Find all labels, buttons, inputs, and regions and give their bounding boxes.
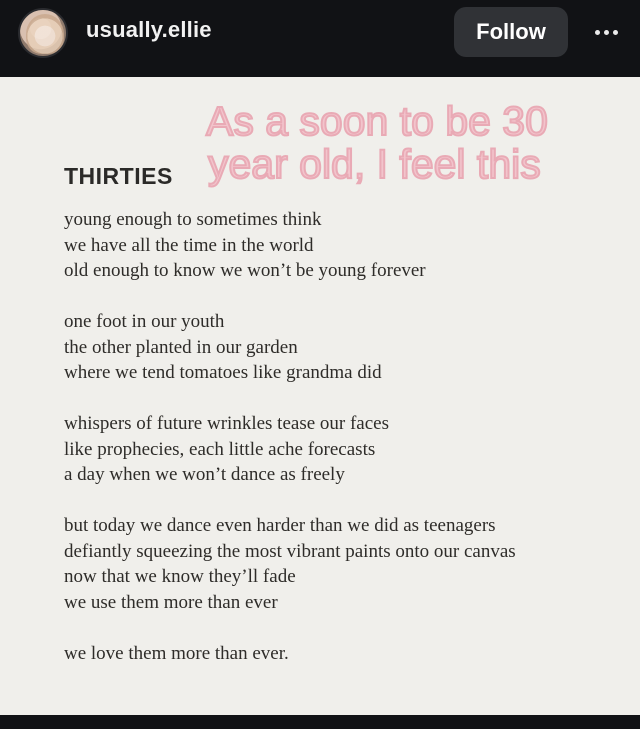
overlay-line-1: As a soon to be 30: [206, 98, 548, 144]
stanza: [64, 513, 624, 615]
stanza: [64, 207, 624, 284]
poem-line: but today we dance even harder than we did as teenagers: [64, 515, 496, 536]
stanza: [64, 411, 624, 488]
poem-line: defiantly squeezing the most vibrant paints onto our canvas: [64, 540, 516, 562]
poem-title: THIRTIES: [64, 163, 173, 189]
bottom-strip: [0, 715, 640, 729]
poem-line: young enough to sometimes think: [64, 209, 322, 230]
poem-line: we love them more than ever.: [64, 642, 289, 664]
poem-line: whispers of future wrinkles tease our faces: [64, 413, 389, 434]
poem-body: [64, 207, 624, 692]
poem-line: one foot in our youth: [64, 311, 225, 332]
dot: [613, 30, 618, 35]
dot: [595, 30, 600, 35]
poem-line: a day when we won’t dance as freely: [64, 464, 345, 485]
post-header: [0, 0, 640, 75]
stanza: [64, 641, 624, 667]
avatar-photo: [26, 14, 64, 54]
poem-line: where we tend tomatoes like grandma did: [64, 362, 382, 383]
poem-line: we have all the time in the world: [64, 234, 314, 256]
stanza: [64, 309, 624, 386]
dot: [604, 30, 609, 35]
follow-button[interactable]: Follow: [454, 7, 568, 57]
poem-line: we use them more than ever: [64, 591, 278, 613]
more-dots-icon[interactable]: [588, 18, 624, 46]
username-link[interactable]: usually.ellie: [86, 17, 212, 42]
overlay-line-2: year old, I feel this: [208, 141, 541, 187]
poem-line: old enough to know we won’t be young forever: [64, 260, 426, 281]
poem-line: the other planted in our garden: [64, 336, 298, 358]
avatar[interactable]: [18, 8, 68, 58]
poem-line: now that we know they’ll fade: [64, 566, 296, 587]
poem-line: like prophecies, each little ache forecasts: [64, 438, 376, 460]
post-image: [0, 77, 640, 715]
